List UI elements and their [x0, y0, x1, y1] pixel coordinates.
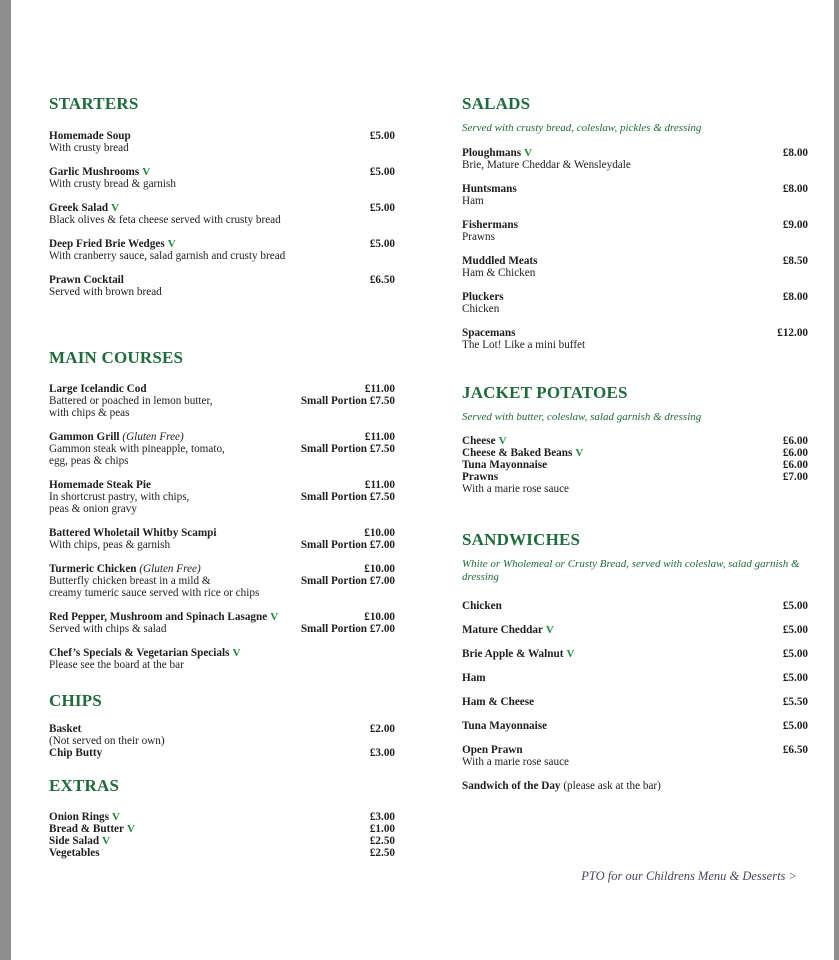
jacket-potatoes-note: Served with butter, coleslaw, salad garnish & dressing	[462, 411, 702, 423]
vegetarian-mark: V	[232, 647, 241, 659]
vegetarian-mark: V	[566, 648, 575, 660]
menu-item: Greek Salad V Black olives & feta cheese served with crusty bread £5.00	[49, 202, 395, 226]
menu-item: Onion Rings V £3.00	[49, 811, 395, 823]
menu-item: Pluckers Chicken £8.00	[462, 291, 808, 315]
menu-item: Homemade Soup With crusty bread £5.00	[49, 130, 395, 154]
chips-section	[49, 691, 395, 759]
menu-item: Battered Wholetail Whitby Scampi With chips, peas & garnish £10.00 Small Portion £7.00	[49, 527, 395, 551]
menu-item: Gammon Grill (Gluten Free) Gammon steak with pineapple, tomato, egg, peas & chips £11.00 Small Portion £7.50	[49, 431, 395, 467]
menu-item: Fishermans Prawns £9.00	[462, 219, 808, 243]
vegetarian-mark: V	[498, 435, 507, 447]
vegetarian-mark: V	[127, 823, 135, 835]
menu-item: Spacemans The Lot! Like a mini buffet £12.00	[462, 327, 808, 351]
menu-item: Chicken £5.00	[462, 600, 808, 612]
menu-item: Chip Butty £3.00	[49, 747, 395, 759]
pto-note: PTO for our Childrens Menu & Desserts >	[581, 869, 797, 883]
menu-item: Homemade Steak Pie In shortcrust pastry, with chips, peas & onion gravy £11.00 Small Portion £7.50	[49, 479, 395, 515]
menu-item: Cheese & Baked Beans V £6.00	[462, 447, 808, 459]
salads-note: Served with crusty bread, coleslaw, pickles & dressing	[462, 122, 702, 134]
menu-item: Brie Apple & Walnut V £5.00	[462, 648, 808, 660]
vegetarian-mark: V	[545, 624, 554, 636]
sandwiches-heading: SANDWICHES	[462, 530, 581, 549]
menu-item: Prawn Cocktail Served with brown bread £6.50	[49, 274, 395, 298]
vegetarian-mark: V	[524, 147, 533, 159]
menu-item: Turmeric Chicken (Gluten Free) Butterfly chicken breast in a mild & creamy tumeric sauce served with rice or chips £10.00 Small Portion £7.00	[49, 563, 395, 599]
vegetarian-mark: V	[111, 202, 120, 214]
menu-item: Chef’s Specials & Vegetarian Specials V Please see the board at the bar	[49, 647, 241, 671]
sandwiches-section	[462, 530, 808, 792]
extras-heading: EXTRAS	[49, 776, 120, 795]
menu-item: Cheese V £6.00	[462, 435, 808, 447]
menu-item: Deep Fried Brie Wedges V With cranberry sauce, salad garnish and crusty bread £5.00	[49, 238, 395, 262]
vegetarian-mark: V	[102, 835, 111, 847]
menu-item: Side Salad V £2.50	[49, 835, 395, 847]
menu-item: Ham & Cheese £5.50	[462, 696, 808, 708]
vegetarian-mark: V	[142, 166, 151, 178]
menu-item: Basket (Not served on their own) £2.00	[49, 723, 395, 747]
vegetarian-mark: V	[270, 611, 279, 623]
jacket-potatoes-section	[462, 383, 808, 495]
extras-section	[49, 776, 395, 859]
vegetarian-mark: V	[167, 238, 176, 250]
menu-item: Prawns With a marie rose sauce £7.00	[462, 471, 808, 495]
menu-item: Tuna Mayonnaise £5.00	[462, 720, 808, 732]
menu-item: Mature Cheddar V £5.00	[462, 624, 808, 636]
main-courses-section	[49, 348, 395, 671]
vegetarian-mark: V	[112, 811, 120, 823]
vegetarian-mark: V	[575, 447, 584, 459]
starters-heading: STARTERS	[49, 94, 139, 113]
starters-section	[49, 94, 395, 298]
chips-heading: CHIPS	[49, 691, 102, 710]
menu-item: Ham £5.00	[462, 672, 808, 684]
menu-item: Tuna Mayonnaise £6.00	[462, 459, 808, 471]
menu-item: Open Prawn With a marie rose sauce £6.50	[462, 744, 808, 768]
menu-page	[11, 0, 834, 960]
menu-item: Bread & Butter V £1.00	[49, 823, 395, 835]
menu-item: Sandwich of the Day (please ask at the bar)	[462, 780, 661, 792]
menu-item: Ploughmans V Brie, Mature Cheddar & Wensleydale £8.00	[462, 147, 808, 171]
menu-item: Vegetables £2.50	[49, 847, 395, 859]
sandwiches-note: White or Wholemeal or Crusty Bread, served with coleslaw, salad garnish & dressing	[462, 558, 800, 583]
menu-item: Muddled Meats Ham & Chicken £8.50	[462, 255, 808, 279]
menu-item: Red Pepper, Mushroom and Spinach Lasagne V Served with chips & salad £10.00 Small Portion £7.00	[49, 611, 395, 635]
jacket-potatoes-heading: JACKET POTATOES	[462, 383, 628, 402]
main-courses-heading: MAIN COURSES	[49, 348, 184, 367]
salads-heading: SALADS	[462, 94, 531, 113]
menu-item: Garlic Mushrooms V With crusty bread & garnish £5.00	[49, 166, 395, 190]
menu-item: Huntsmans Ham £8.00	[462, 183, 808, 207]
menu-item: Large Icelandic Cod Battered or poached in lemon butter, with chips & peas £11.00 Small Portion £7.50	[49, 383, 395, 419]
salads-section	[462, 94, 808, 351]
